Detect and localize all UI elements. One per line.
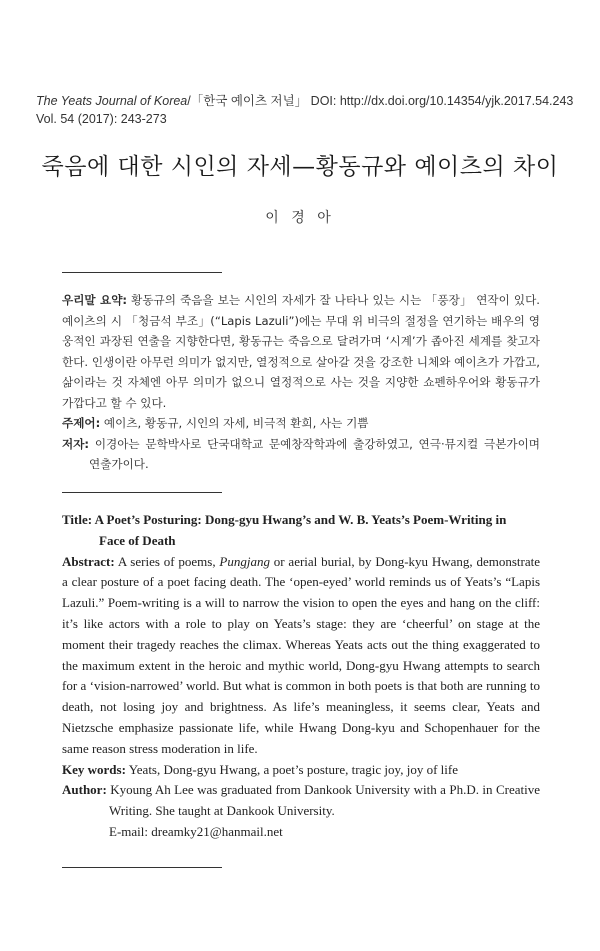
korean-author-text: 이경아는 문학박사로 단국대학교 문예창작학과에 출강하였고, 연극·뮤지컬 극본가이며 연출가이다. — [89, 436, 540, 471]
english-keywords-label: Key words: — [62, 761, 126, 777]
korean-author-label: 저자: — [62, 436, 90, 451]
journal-header — [36, 92, 574, 128]
separator-rule — [62, 867, 222, 868]
korean-author-note — [62, 434, 540, 475]
korean-keywords-text: 예이츠, 황동규, 시인의 자세, 비극적 환희, 사는 기쁨 — [100, 416, 369, 430]
paper-title: 죽음에 대한 시인의 자세—황동규와 예이츠의 차이 — [41, 154, 559, 180]
korean-abstract-label: 우리말 요약: — [62, 293, 128, 307]
korean-abstract — [62, 290, 540, 413]
journal-name: The Yeats Journal of Korea — [36, 94, 188, 108]
korean-keywords-label: 주제어: — [62, 416, 101, 430]
separator-rule — [62, 272, 222, 273]
korean-abstract-text: 황동규의 죽음을 보는 시인의 자세가 잘 나타나 있는 시는 「풍장」 연작이 있다. 예이츠의 시 「청금석 부조」(“Lapis Lazuli”)에는 무대 위 비극의 절정을 연기하는 배우의 영웅적인 과장된 연출을 지향한다면, 황동규는 죽음으로 달려가며 ‘시계’가 좁아진 세계를 찾고자 한다. 인생이란 아무런 의미가 없지만, 열정적으로 살아갈 것을 강조한 니체와 예이츠가 가깝고, 삶이라는 것 자체엔 아무 의미가 없으니 열정적으로 사는 것을 지양한 쇼펜하우어와 황동규가 가깝다고 할 수 있다. — [62, 293, 540, 410]
english-title-line1: A Poet’s Posturing: Dong-gyu Hwang’s and W. B. Yeats’s Poem-Writing in — [92, 512, 507, 527]
english-abstract-post: or aerial burial, by Dong-kyu Hwang, demonstrate a clear posture of a poet facing death. The ‘open-eyed’ world reminds us of Yeats’s “Lapis Lazuli.” Poem-writing is a will to narrow the vision to open the eyes and hang on the cliff: it’s like actors with a role to play on Yeats’s stage: they are ‘cheerful’ on stage at the moment their tragedy reaches the climax. Whereas Yeats acts out the thing exaggerated to the maximum extent in the heroic and mythic world, Dong-gyu Hwang attempts to search for a ‘vision-narrowed’ world. But what is common in both poets is that both are running to death, not losing joy and brightness. As life’s meaningless, it seems clear, Yeats and Nietzsche emphasize passionate life, while Hwang Dong-kyu and Schopenhauer for the same reason stress moderation in life. — [62, 553, 540, 756]
author-name: 이 경 아 — [265, 210, 335, 226]
english-abstract-label: Abstract: — [62, 553, 115, 569]
english-author-text: Kyoung Ah Lee was graduated from Dankook University with a Ph.D. in Creative Writing. She taught at Dankook University. — [106, 782, 540, 819]
english-keywords-text: Yeats, Dong-gyu Hwang, a poet’s posture, tragic joy, joy of life — [125, 761, 458, 777]
author-email: E-mail: dreamky21@hanmail.net — [109, 823, 283, 839]
journal-korean-and-doi: /「한국 예이츠 저널」 DOI: http://dx.doi.org/10.14354/yjk.2017.54.243 — [187, 94, 574, 108]
korean-summary-block — [62, 290, 540, 475]
english-title-label: Title: — [62, 512, 93, 527]
english-title-line2: Face of Death — [99, 532, 176, 548]
english-title — [62, 510, 540, 552]
journal-citation-line — [36, 92, 574, 110]
volume-pages: Vol. 54 (2017): 243-273 — [36, 112, 167, 126]
english-author-label: Author: — [62, 782, 107, 798]
english-author-note — [62, 780, 540, 842]
english-abstract — [62, 552, 540, 760]
english-keywords — [62, 760, 540, 781]
separator-rule — [62, 492, 222, 493]
korean-keywords — [62, 413, 540, 434]
english-summary-block — [62, 510, 540, 843]
english-abstract-pre: A series of poems, — [114, 553, 220, 569]
english-abstract-italic: Pungjang — [219, 553, 270, 569]
